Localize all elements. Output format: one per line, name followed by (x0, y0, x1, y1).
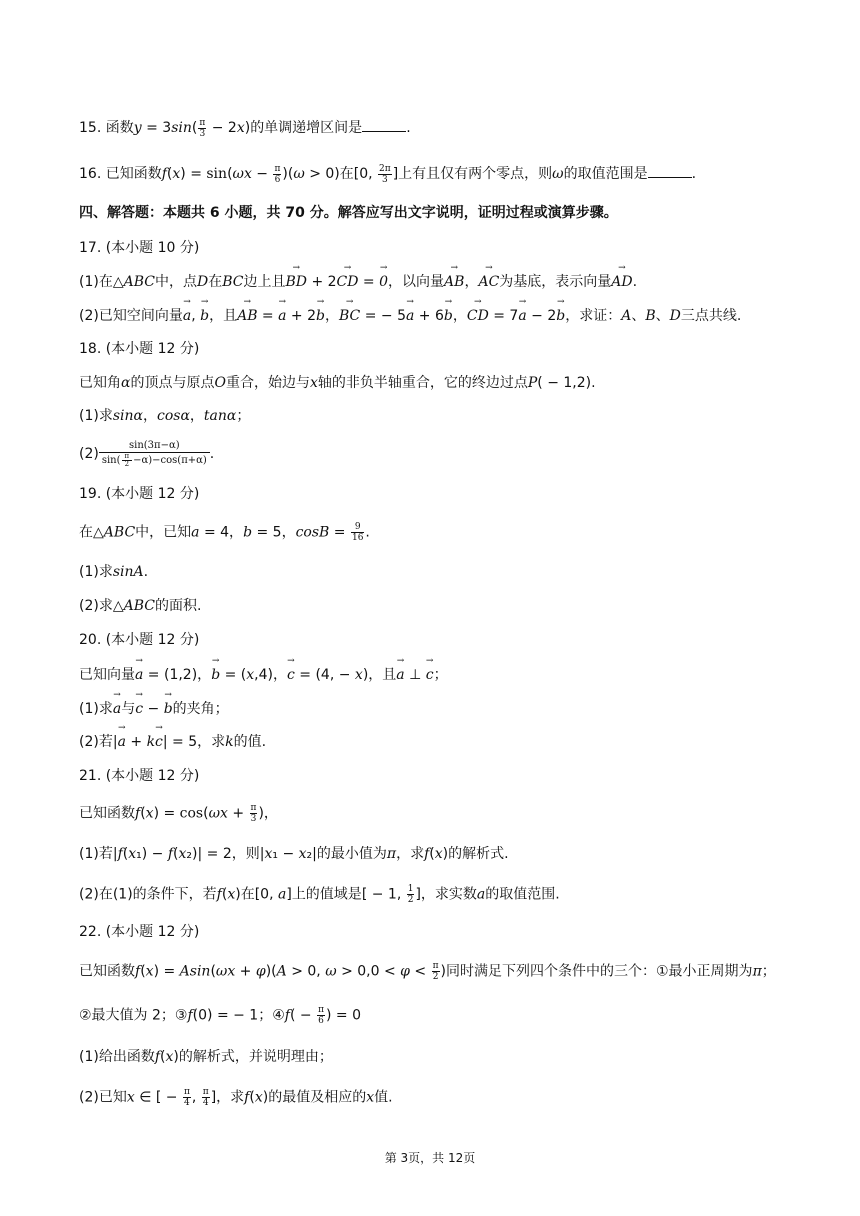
question-20-header: 20. (本小题 12 分) (79, 632, 200, 648)
question-17-part-1: (1)在△ABC中，点D在BC边上且→ BD + 2→ CD = → 0，以向量→ AB，→ AC为基底，表示向量→ AD. (79, 272, 637, 292)
question-22-part-1: (1)给出函数f(x)的解析式，并说明理由； (79, 1049, 333, 1065)
question-18-part-1: (1)求sinα，cosα，tanα； (79, 408, 251, 424)
question-17-part-2: (2)已知空间向量→ a, → b，且→ AB = → a + 2→ b，→ BC = − 5→ a + 6→ b，→ CD = 7→ a − 2→ b，求证：A、B、D三点共线. (79, 306, 741, 326)
section-heading: 四、解答题：本题共 6 小题，共 70 分。解答应写出文字说明，证明过程或演算步骤。 (79, 205, 618, 221)
question-22-part-2: (2)已知x ∈ [ − $\frac{\pi}{4}$ , $\frac{\pi}{4}$ ]，求f(x)的最值及相应的x值. (79, 1087, 393, 1108)
question-21-part-2: (2)在(1)的条件下，若f(x)在[0, a]上的值域是[ − 1, $\frac{1}{2}$ ]，求实数a的取值范围. (79, 884, 560, 905)
answer-blank (362, 117, 406, 132)
page-footer: 第 3页，共 12页 (384, 1151, 476, 1165)
question-20-stem: 已知向量→ a = (1,2)，→ b = (x,4)，→ c = (4, − x)，且→ a ⊥ → c； (79, 665, 448, 685)
question-19-stem: 在△ABC中，已知a = 4，b = 5，cosB = $\frac{9}{16}$ . (79, 522, 370, 543)
question-15: 15. 函数y = 3sin( $\frac{\pi}{3}$ − 2x)的单调递增区间是 . (79, 117, 411, 139)
question-22-header: 22. (本小题 12 分) (79, 924, 200, 940)
answer-blank (648, 163, 692, 178)
question-22-conditions: ②最大值为 2；③f(0) = − 1；④f( − $\frac{\pi}{6}$ ) = 0 (79, 1005, 361, 1026)
question-number: 15. (79, 120, 102, 136)
question-19-part-1: (1)求sinA. (79, 564, 149, 580)
question-18-header: 18. (本小题 12 分) (79, 341, 200, 357)
question-19-header: 19. (本小题 12 分) (79, 486, 200, 502)
question-21-part-1: (1)若|f(x₁) − f(x₂)| = 2，则|x₁ − x₂|的最小值为π，求f(x)的解析式. (79, 846, 509, 862)
question-20-part-2: (2)若|→ a + k→ c| = 5，求k的值. (79, 732, 266, 752)
question-18-part-2: (2) sin(3π−α) sin( $\frac{\pi}{2}$ −α)−cos(π+α) . (79, 440, 215, 468)
question-16: 16. 已知函数f(x) = sin(ωx − $\frac{\pi}{6}$ )(ω > 0)在[0, $\frac{2\pi}{3}$ ]上有且仅有两个零点，则ω的取值范围是 . (79, 163, 697, 185)
question-22-stem: 已知函数f(x) = Asin(ωx + φ)(A > 0, ω > 0,0 < φ < $\frac{\pi}{2}$ )同时满足下列四个条件中的三个：①最小正周期为π； (79, 961, 776, 982)
question-17-header: 17. (本小题 10 分) (79, 240, 200, 256)
question-20-part-1: (1)求→ a与→ c − → b的夹角； (79, 699, 229, 719)
question-21-stem: 已知函数f(x) = cos(ωx + $\frac{\pi}{3}$ )， (79, 803, 278, 824)
question-18-stem: 已知角α的顶点与原点O重合，始边与x轴的非负半轴重合，它的终边过点P( − 1,2). (79, 375, 596, 391)
question-19-part-2: (2)求△ABC的面积. (79, 598, 202, 614)
question-21-header: 21. (本小题 12 分) (79, 768, 200, 784)
